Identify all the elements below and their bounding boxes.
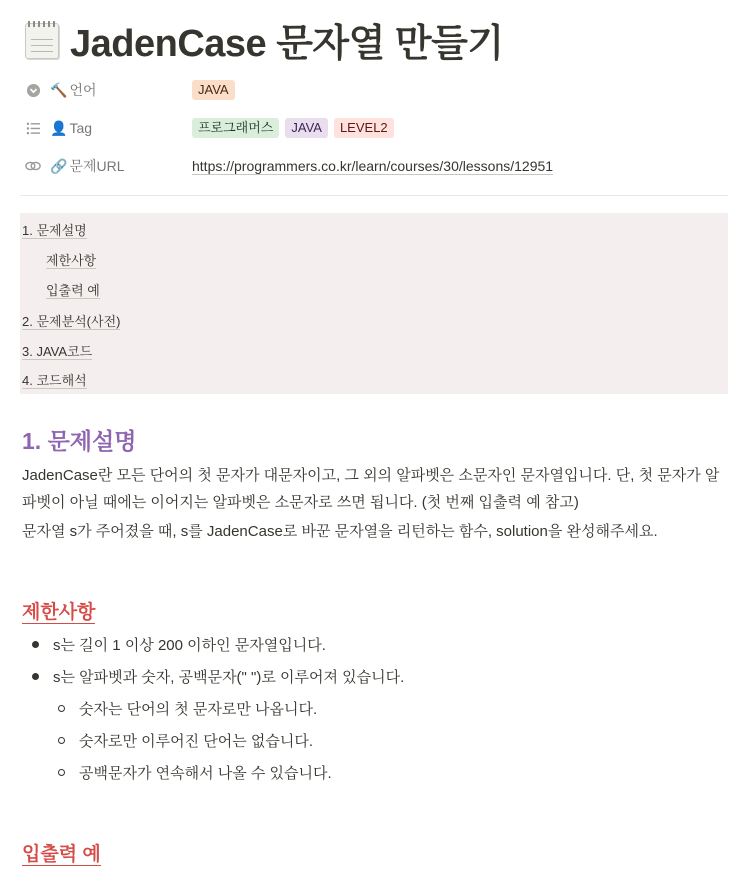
tag-level2[interactable]: LEVEL2 <box>334 118 394 138</box>
sub-list-item: 숫자로만 이루어진 단어는 없습니다. <box>58 730 313 751</box>
constraints-heading: 제한사항 <box>22 602 96 623</box>
page-title[interactable]: JadenCase 문자열 만들기 <box>70 22 504 65</box>
problem-description-paragraph: JadenCase란 모든 단어의 첫 문자가 대문자이고, 그 외의 알파벳은 소문자인 문자열입니다. 단, 첫 문자가 알파벳이 아닐 때에는 이어지는 알파벳은 소문자로 쓰면 됩니다. (첫 번째 입출력 예 참고) <box>22 467 720 511</box>
toc-item-constraints[interactable]: 제한사항 <box>46 253 97 268</box>
property-value[interactable] <box>192 158 553 175</box>
property-language[interactable] <box>24 77 229 103</box>
person-icon: 👤 <box>50 119 68 136</box>
divider <box>20 195 728 196</box>
list-item: s는 알파벳과 숫자, 공백문자(" ")로 이루어져 있습니다. <box>32 666 404 687</box>
property-tag[interactable] <box>24 115 388 141</box>
link-emoji-icon: 🔗 <box>50 157 68 174</box>
tag-java[interactable]: JAVA <box>285 118 328 138</box>
bullet-icon <box>32 673 39 680</box>
table-of-contents <box>20 213 728 394</box>
select-icon <box>24 81 42 99</box>
io-example-heading: 입출력 예 <box>22 844 101 865</box>
link-icon <box>24 157 42 175</box>
property-name: Tag <box>69 120 93 136</box>
list-item: s는 길이 1 이상 200 이하인 문자열입니다. <box>32 634 326 655</box>
bullet-icon <box>32 641 39 648</box>
hollow-bullet-icon <box>58 769 65 776</box>
property-value[interactable] <box>192 80 235 100</box>
toc-item-problem-analysis[interactable]: 2. 문제분석(사전) <box>22 314 121 329</box>
list-icon <box>24 119 42 137</box>
hammer-icon: 🔨 <box>50 81 68 98</box>
problem-url-link[interactable]: https://programmers.co.kr/learn/courses/30/lessons/12951 <box>192 157 554 174</box>
hollow-bullet-icon <box>58 737 65 744</box>
tag-java[interactable]: JAVA <box>192 80 235 100</box>
problem-task-paragraph: 문자열 s가 주어졌을 때, s를 JadenCase로 바꾼 문자열을 리턴하는 함수, solution을 완성해주세요. <box>22 523 658 540</box>
property-name: 문제URL <box>69 158 125 174</box>
toc-item-code-explanation[interactable]: 4. 코드해석 <box>22 373 87 388</box>
property-url[interactable] <box>24 153 554 179</box>
sub-list-item: 숫자는 단어의 첫 문자로만 나옵니다. <box>58 698 317 719</box>
hollow-bullet-icon <box>58 705 65 712</box>
section-heading-problem-description: 1. 문제설명 <box>22 428 137 454</box>
tag-programmers[interactable]: 프로그래머스 <box>192 118 279 138</box>
notepad-icon[interactable] <box>22 19 60 59</box>
sub-list-item: 공백문자가 연속해서 나올 수 있습니다. <box>58 762 332 783</box>
property-name: 언어 <box>69 82 97 98</box>
property-value[interactable] <box>192 118 394 138</box>
toc-item-java-code[interactable]: 3. JAVA코드 <box>22 344 93 359</box>
toc-item-io-example[interactable]: 입출력 예 <box>46 283 100 298</box>
page-title-row <box>22 14 504 64</box>
toc-item-problem-description[interactable]: 1. 문제설명 <box>22 223 87 238</box>
